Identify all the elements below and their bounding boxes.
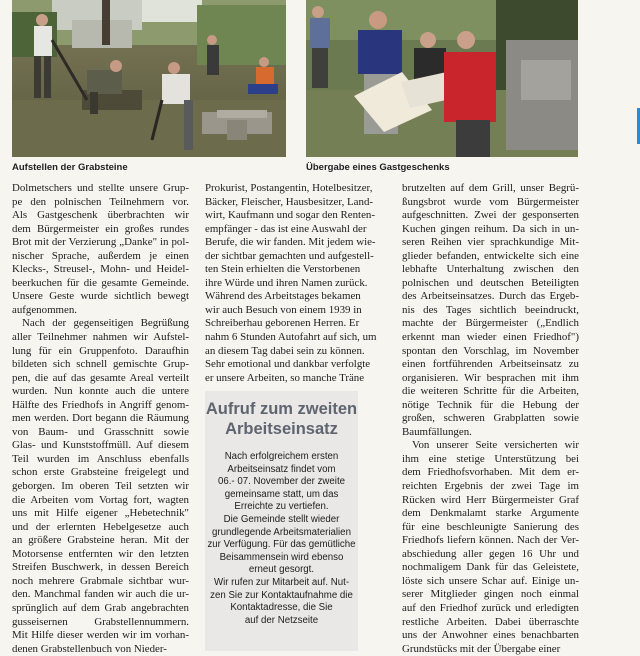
col1-line: Glas- und Kunststoffmüll. Auf diesem [12,439,189,452]
col3-line: aufgeschnitten. Zwei der gesponserten [402,209,579,222]
col3-line: restliche Arbeiten. Dabei überraschte [402,615,579,628]
col3-line: löste sich unsere Schar auf. Einige un- [402,574,579,587]
col1-line: die Arbeiten vom Vortag fort, wagten [12,493,189,506]
col1-line: Klecks-, Streusel-, Mohn- und Heidel- [12,263,189,276]
col2-line: Schreiberhau geborenen Herren. Er [205,317,360,330]
col3-line: Friedhofs liefern können. Nach der Ver- [402,534,579,547]
box-body-line: Erreichte zu vertiefen. [234,501,329,513]
box-body-line: zur Verfügung. Für das gemütliche [207,539,356,551]
col1-line: nischer Sprache, außerdem je einen [12,249,189,262]
box-body-line: erneut gesorgt. [248,564,315,576]
col1-line: schon erste Grabsteine freigelegt und [12,466,189,479]
col1-line: Motorsense entfernten wir den letzten [12,547,189,560]
box-body-line: Wir rufen zur Mitarbeit auf. Nut- [213,576,350,588]
col3-line: machte der Bürgermeister („Endlich [402,317,579,330]
col3-line: glieder befanden, entwickelte sich eine [402,249,579,262]
col3-line: auf den Friedhof zurück und erledigten [402,601,579,614]
col1-line: sprünglich auf dem Grab angebrachten [12,601,189,614]
col1-line: Mit Hilfe dieser werden wir im vorhan- [12,629,189,642]
col1-line: aller Teilnehmer nahmen wir Aufstel- [12,331,189,344]
col1-line: Als Gastgeschenk überbrachten wir [12,209,189,222]
col3-line: abschiedung aller gegen 16 Uhr und [402,547,579,560]
col1-line: Teil wurden im Anschluss ebenfalls [12,452,189,465]
col1-line: lung für ein Gruppenfoto. Daraufhin [12,344,189,357]
col1-line: Unsere Geste wurde sichtlich bewegt [12,290,189,303]
col2-line: ten Stein erhielten die Verstorbenen [205,263,361,276]
col1-line: bildeten sich schnell gemischte Grup- [12,358,189,371]
article-column-3 [402,182,579,656]
col3-line: uns der Anwohner eines benachbarten [402,629,579,642]
col3-line: des Arbeitseinsatzes. Durch das Ergeb- [402,290,579,303]
col2-line: Bäcker, Fleischer, Hausbesitzer, Land- [205,195,374,208]
box-body-line: Die Gemeinde stellt wieder [223,513,340,525]
col2-line: Berufe, die wir fanden. Mit jedem wie- [205,236,376,249]
col1-line: wurden. Nun konnte auch die untere [12,385,189,398]
box-body-line: Nach erfolgreichem ersten [224,451,339,462]
col1-line: den. Manchmal fanden wir auch die ur- [12,588,189,601]
box-body-line: zen Sie zur Kontaktaufnahme die [210,589,353,601]
col3-line: einen fortführenden Arbeitseinsatz zu [402,358,579,371]
caption-right: Übergabe eines Gastgeschenks [306,162,450,173]
col3-line: organisieren. Wir besprachen mit ihm [402,371,579,384]
box-title [205,399,358,439]
photo-setting-up-gravestones [12,0,286,157]
col1-line: geborgen. Im oberen Teil setzten wir [12,480,189,493]
col2-line: wir auch Besuch von einem 1939 in [205,303,362,316]
col3-line: für eine beschleunigte Sanierung des [402,520,579,533]
col3-line: lebhafte Unterhaltung zwischen den [402,263,579,276]
col2-line: der sichtbar gemachten und aufgestell- [205,249,374,262]
col1-line: beerkuchen für die gesamte Gemeinde. [12,276,189,289]
col3-line: erkennt man wieder einen Friedhof") [402,331,579,344]
col2-line: Sehr emotional und dankbar verfolgte [205,358,371,371]
col3-line: serer Mitglieder gingen noch einmal [402,588,579,601]
col1-line: uns mit Hilfe eigener „Hebetechnik" [12,507,189,520]
col1-line: Nach der gegenseitigen Begrüßung [22,317,189,330]
col2-line: nahm 6 Stunden Autofahrt auf sich, um [205,331,377,344]
col3-line: ihm eine stetige Unterstützung bei [402,452,579,465]
col3-line: Baumfällungen. [402,425,472,438]
photo-setting-up-gravestones-image [12,0,286,157]
col3-line: seren Reihen vier sprachkundige Mit- [402,236,579,249]
box-body-line: Arbeitseinsatz findet vom [227,463,336,475]
box-title-line: Arbeitseinsatz [225,420,338,438]
col1-line: noch mehrere Grabmale sichtbar wur- [12,574,189,587]
col3-line: Rücken wird Herr Bürgermeister Graf [402,493,579,506]
col1-line: aufgenommen. [12,303,78,316]
photo-gift-handover [306,0,578,157]
call-to-action-box [205,391,358,651]
box-body-line: 06.- 07. November der zweite [217,476,346,488]
caption-left: Aufstellen der Grabsteine [12,162,128,173]
col3-line: dem Denkmalamt starke Argumente [402,507,579,520]
col3-line: nis des Tages sichtlich beeindruckt, [402,303,579,316]
col1-line: Brot mit der Verzierung „Danke" in pol- [12,236,189,249]
box-body-line: grundlegende Arbeitsmaterialien [212,526,351,538]
box-body-line: auf der Netzseite [244,614,319,626]
col2-line: Während des Arbeitstages bekamen [205,290,361,303]
article-column-2 [205,182,377,385]
col1-line: pe den polnischen Teilnehmern vor. [12,195,189,208]
col2-line: er unsere Arbeiten, so manche Träne [205,371,365,384]
col2-line: Prokurist, Postangentin, Hotelbesitzer, [205,182,373,194]
col3-line: nötige Technik für die Hebung der [402,398,579,411]
col3-line: ßungsbrot wurde vom Bürgermeister [402,195,579,208]
col3-line: polnischen und deutschen Beteiligten [402,276,579,289]
col3-line: nochmaligem Dank für das Geleistete, [402,561,579,574]
article-column-1 [12,182,189,656]
col2-line: wirt, Kaufmann und sogar den Renten- [205,209,375,222]
col3-line: Grundstücks mit der Übergabe einer [402,642,561,655]
col1-line: Dolmetschers und stellte unsere Grup- [12,182,189,194]
col2-line: empfänger - das ist eine Auswahl der [205,222,367,235]
col3-line: Von unserer Seite versicherten wir [412,439,579,452]
box-title-line: Aufruf zum zweiten [205,400,358,418]
box-body-line: gemeinsame statt, um das [224,488,339,500]
col2-line: ihre Würde und ihren Namen zurück. [205,276,368,289]
col3-line: dem Friedhofsvorhaben. Mit dem er- [402,466,579,479]
col1-line: und der erlernten Hebelgesetze auch [12,520,189,533]
col1-line: men werden. Dort begann die Räumung [12,412,189,425]
photo-gift-handover-image [306,0,578,157]
col1-line: Streifen Buschwerk, in dessen Bereich [12,561,189,574]
col3-line: Kuchen gingen reihum. Da sich in un- [402,222,579,235]
col3-line: brutzelten auf dem Grill, unser Begrü- [402,182,579,194]
col3-line: spontan den Vorschlag, im November [402,344,579,357]
col1-line: denen Grabstellenbuch von Nieder- [12,642,167,655]
col2-line: an diesem Tag dabei sein zu können. [205,344,365,357]
col3-line: großen, schweren Grabplatten sowie [402,412,579,425]
col1-line: pen, die auf das gesamte Areal verteilt [12,371,189,384]
box-body-line: Beisammensein wird ebenso [219,551,344,563]
col3-line: reichten Ergebnis der zwei Tage im [402,480,579,493]
col1-line: an größere Grabsteine heran. Mit der [12,534,189,547]
col3-line: die weiteren Schritte für die Arbeiten, [402,385,579,398]
box-body [205,451,358,627]
col1-line: von Baum- und Grasschnitt sowie [12,425,189,438]
box-body-line: Kontaktadresse, die Sie [230,602,333,614]
col1-line: gusseisernen Grabstellennummern. [12,615,189,628]
col1-line: Hälfte des Friedhofs in Angriff genom- [12,398,189,411]
col1-line: dem Bürgermeister ein großes rundes [12,222,189,235]
